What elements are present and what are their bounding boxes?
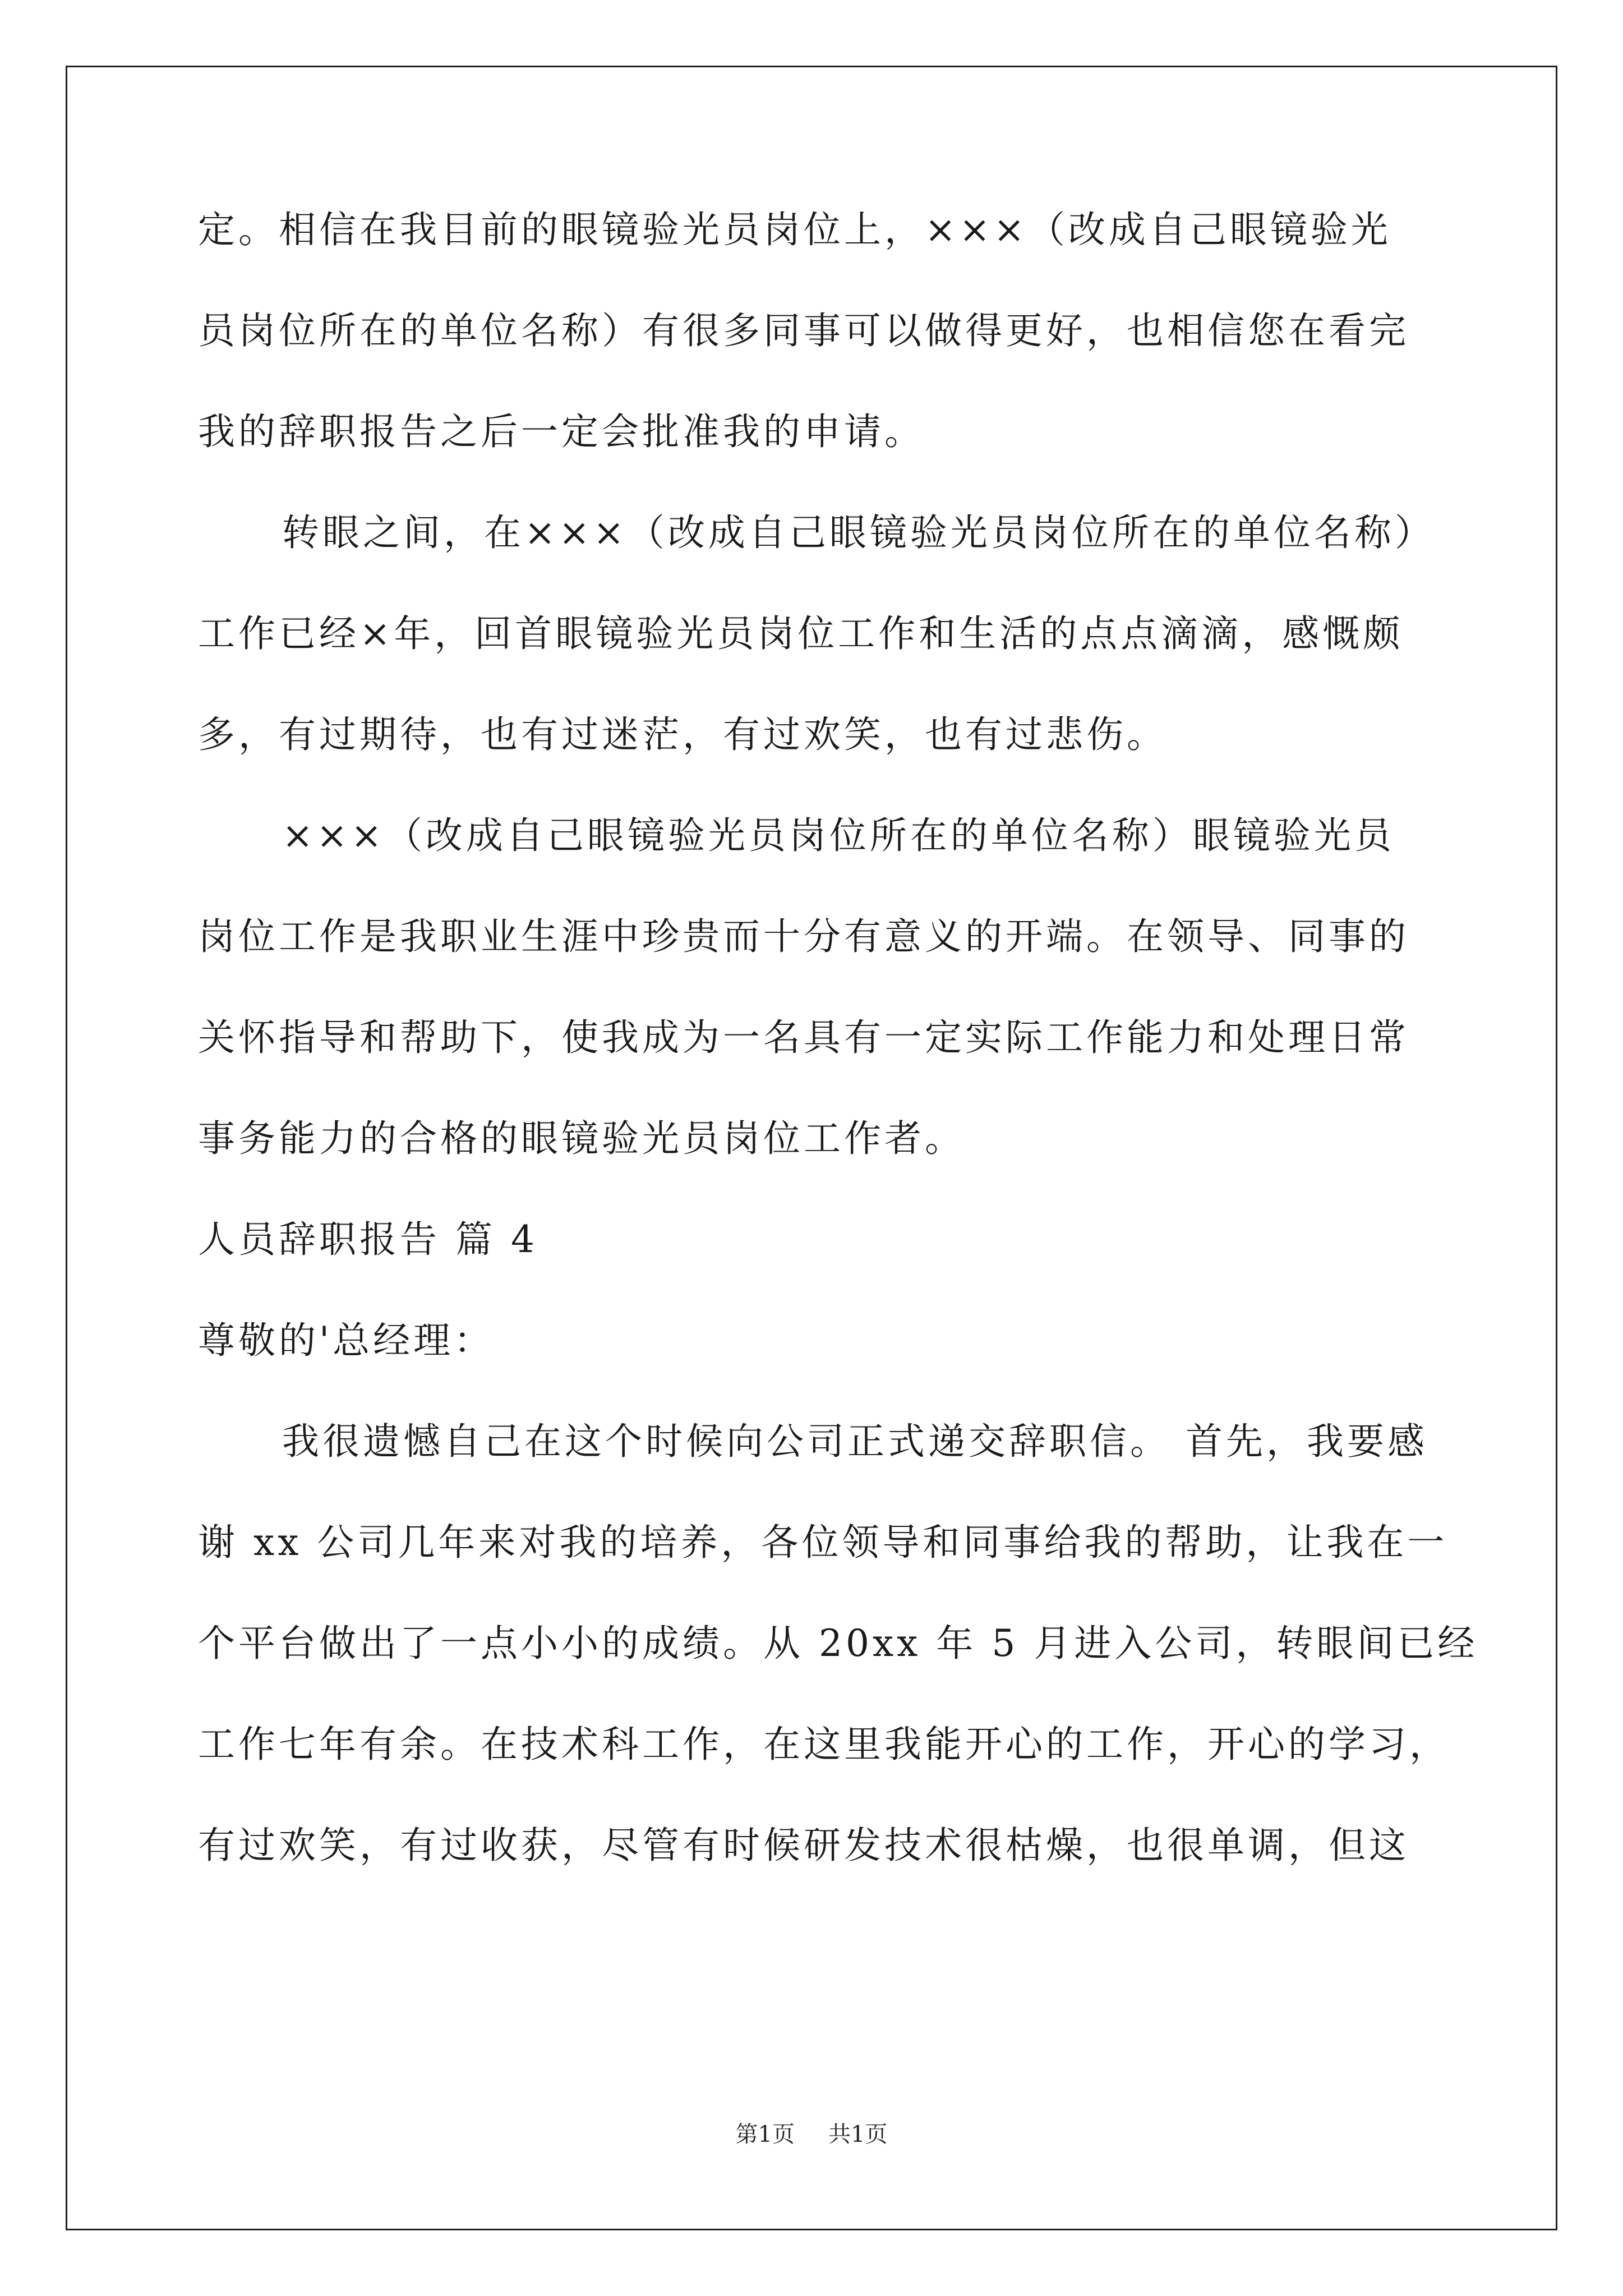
text-line: 定。相信在我目前的眼镜验光员岗位上，×××（改成自己眼镜验光 [198,208,1391,251]
text-line: 事务能力的合格的眼镜验光员岗位工作者。 [198,1117,965,1160]
text-line: 关怀指导和帮助下，使我成为一名具有一定实际工作能力和处理日常 [198,1016,1409,1059]
page-total: 共1页 [828,2122,888,2147]
section-heading: 人员辞职报告 篇 4 [198,1218,538,1261]
page-footer [0,2120,1623,2148]
text-line: 岗位工作是我职业生涯中珍贵而十分有意义的开端。在领导、同事的 [198,915,1409,958]
text-line: 谢 xx 公司几年来对我的培养，各位领导和同事给我的帮助，让我在一 [198,1521,1448,1564]
salutation: 尊敬的'总经理： [198,1319,495,1362]
text-line: 有过欢笑，有过收获，尽管有时候研发技术很枯燥，也很单调，但这 [198,1824,1409,1867]
text-line: 工作已经×年，回首眼镜验光员岗位工作和生活的点点滴滴，感慨颇 [198,612,1404,655]
paragraph-start-line: 转眼之间，在×××（改成自己眼镜验光员岗位所在的单位名称） [282,511,1435,554]
text-line: 员岗位所在的单位名称）有很多同事可以做得更好，也相信您在看完 [198,309,1409,352]
text-line: 我的辞职报告之后一定会批准我的申请。 [198,410,925,453]
paragraph-start-line: ×××（改成自己眼镜验光员岗位所在的单位名称）眼镜验光员 [282,814,1395,857]
page-number: 第1页 [735,2122,795,2147]
text-line: 个平台做出了一点小小的成绩。从 20xx 年 5 月进入公司，转眼间已经 [198,1622,1478,1665]
text-line: 多，有过期待，也有过迷茫，有过欢笑，也有过悲伤。 [198,713,1167,756]
paragraph-start-line: 我很遗憾自己在这个时候向公司正式递交辞职信。 首先，我要感 [282,1420,1428,1463]
text-line: 工作七年有余。在技术科工作，在这里我能开心的工作，开心的学习， [198,1723,1450,1766]
